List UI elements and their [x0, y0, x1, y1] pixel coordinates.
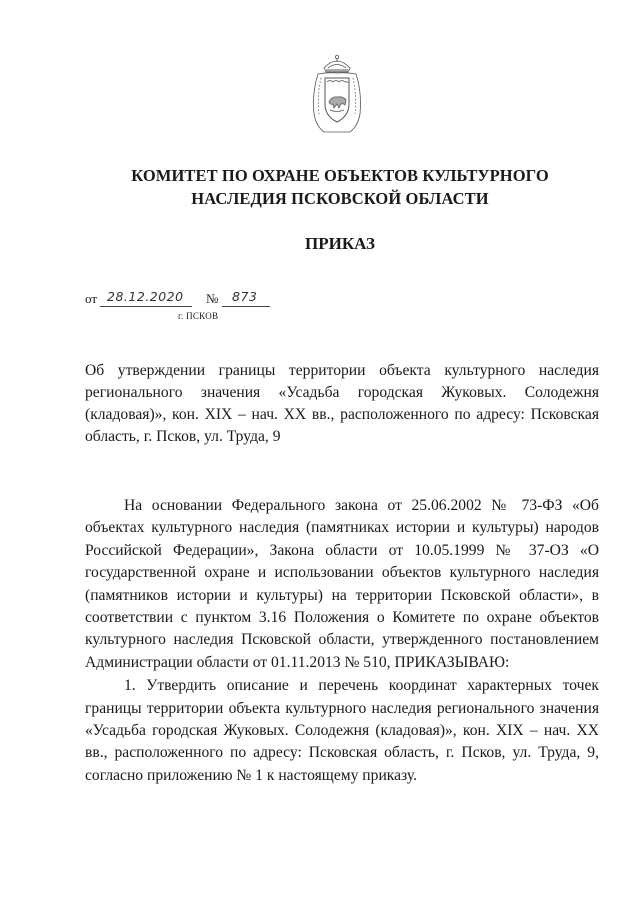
- item-1-paragraph: 1. Утвердить описание и перечень координат характерных точек границы территории объекта культурного наследия регионального значения «Усадьба городская Жуковых. Солодежня (кладовая)», кон. XIX – нач. XX вв., расположенного по адресу: Псковская область, г. Псков, ул. Труда, 9, согласно приложению № 1 к настоящему приказу.: [85, 677, 599, 784]
- date-prefix: от: [85, 291, 98, 306]
- coat-of-arms-icon: [306, 52, 368, 138]
- preamble-paragraph: На основании Федерального закона от 25.06.2002 № 73-ФЗ «Об объектах культурного наследия (памятниках истории и культуры) народов Российской Федерации», Закона области от 10.05.1999 № 37-ОЗ «О государственной охране и использовании объектов культурного наследия (памятников истории и культуры) на территории Псковской области», в соответствии с пунктом 3.16 Положения о Комитете по охране объектов культурного наследия Псковской области, утвержденного постановлением Администрации области от 01.11.2013 № 510, ПРИКАЗЫВАЮ:: [85, 497, 599, 671]
- organization-name: [80, 164, 600, 210]
- order-subject: Об утверждении границы территории объекта культурного наследия регионального значения «Усадьба городская Жуковых. Солодежня (кладовая)», кон. XIX – нач. XX вв., расположенного по адресу: Псковская область, г. Псков, ул. Труда, 9: [85, 362, 599, 445]
- order-reference: [85, 291, 285, 331]
- date-underline: [100, 306, 192, 307]
- order-number: 873: [232, 289, 258, 304]
- order-body: [85, 495, 599, 787]
- org-line-2: НАСЛЕДИЯ ПСКОВСКОЙ ОБЛАСТИ: [191, 189, 489, 208]
- number-underline: [222, 306, 270, 307]
- org-line-1: КОМИТЕТ ПО ОХРАНЕ ОБЪЕКТОВ КУЛЬТУРНОГО: [131, 166, 549, 185]
- document-type: ПРИКАЗ: [305, 234, 375, 253]
- order-date: 28.12.2020: [107, 289, 184, 304]
- city-label: г. ПСКОВ: [178, 311, 219, 321]
- number-prefix: №: [206, 291, 219, 306]
